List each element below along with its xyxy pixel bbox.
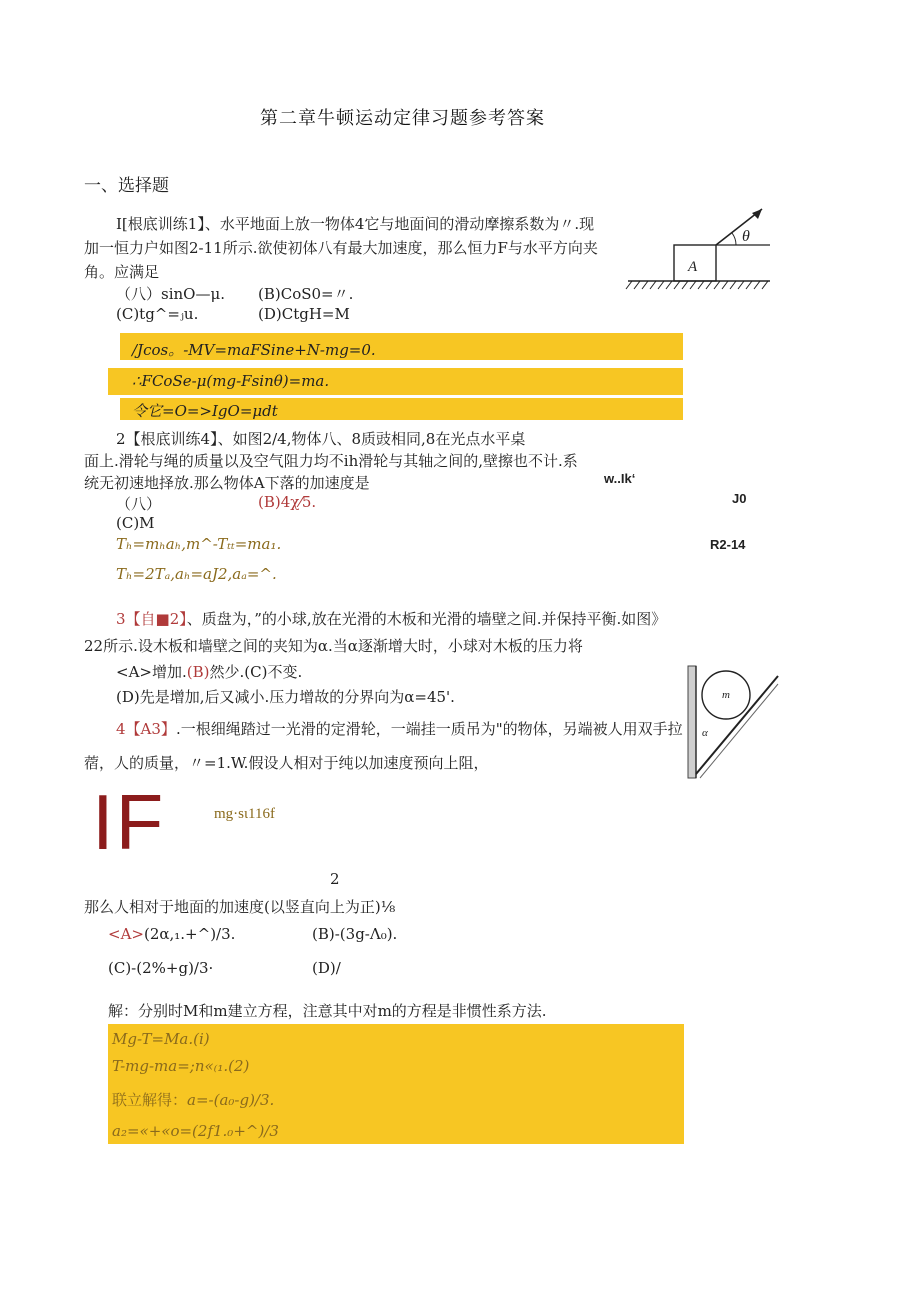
q2-option-c: (C)M (116, 514, 155, 532)
q4-option-a-letter: <A> (108, 925, 144, 943)
figure-incline-force (624, 203, 774, 295)
q2-side-label-2: J0 (732, 491, 747, 506)
fig3-mass-label: m (722, 689, 730, 701)
q4-line2: 蓿，人的质量，〃=1.W.假设人相对于纯以加速度预向上阻， (84, 754, 489, 772)
q1-answer-line1: /Jcos。-MV=maFSine+N-mg=0. (132, 341, 376, 359)
q4-answer-result: a=-(a₀-g)∕3. (187, 1091, 275, 1109)
fig3-alpha-label: α (702, 727, 708, 739)
q4-formula: mg·sι116f (214, 806, 275, 822)
q1-line3: 角。应满足 (84, 263, 160, 281)
q4-answer-line2: T-mg-ma=;n«₍₁.(2) (112, 1057, 250, 1075)
q4-option-a: (2α,₁.+^)/3. (143, 925, 236, 943)
q2-option-b: (B)4χ⁄5. (258, 493, 317, 511)
q3-option-c: (C)不变. (244, 663, 303, 681)
figure-ball-wall-board (686, 662, 780, 780)
q4-option-a-row (108, 925, 235, 943)
q4-option-d: (D)/ (312, 959, 341, 977)
section-heading: 一、选择题 (84, 176, 169, 196)
q3-option-b-letter: (B) (186, 663, 210, 681)
q4-line3: 那么人相对于地面的加速度(以竖直向上为正)⅛ (84, 898, 396, 916)
page-title: 第二章牛顿运动定律习题参考答案 (260, 108, 545, 129)
q4-option-c: (C)-(2%+g)∕3· (108, 959, 214, 977)
q4-answer-label: 联立解得： (112, 1091, 188, 1109)
q2-line3: 统无初速地择放.那么物体A下落的加速度是 (84, 474, 370, 492)
q3-line2: 22所示.设木板和墙壁之间的夹知为α.当α逐渐增大时，小球对木板的压力将 (84, 637, 583, 655)
q4-large-artifact: IF (92, 778, 166, 866)
q4-answer-line4: a₂=«+«o=(2f1.₀+^)∕3 (112, 1122, 279, 1140)
q1-option-d: (D)CtgH=M (258, 305, 350, 323)
q3-options-abc (116, 661, 302, 682)
q2-line1: 2【根底训练4】、如图2/4,物体八、8质豉相同,8在光点水平桌 (116, 430, 526, 448)
q1-line1: I[根底训练1】、水平地面上放一物体4它与地面间的滑动摩擦系数为〃.现 (116, 215, 595, 233)
q3-line1 (116, 608, 666, 629)
q1-answer-line2: ∴FCoSe-μ(mg-Fsinθ)=ma. (132, 372, 330, 390)
q4-number: 4 (116, 720, 126, 738)
q3-option-b-text: 然少. (209, 663, 245, 681)
q3-number: 3 (116, 610, 126, 628)
q4-option-b: (B)-(3g-Λ₀). (312, 925, 398, 943)
q2-line2: 面上.滑轮与绳的质量以及空气阻力均不ih滑轮与其轴之间的,壁擦也不计.系 (84, 452, 578, 470)
q1-line2: 加一恒力户如图2-11所示.欲使初体八有最大加速度，那么恒力F与水平方向夹 (84, 239, 598, 257)
q2-answer-line2: Tₕ=2Tₐ,aₕ=aJ2,aₐ=^. (116, 565, 277, 583)
q4-line1 (116, 718, 683, 739)
q1-option-b: (B)CoS0=〃. (258, 285, 354, 303)
q4-answer-line1: Mg-T=Ma.(i) (112, 1030, 210, 1048)
q2-answer-line1: Tₕ=mₕaₕ,m^-Tₜₜ=ma₁. (116, 535, 282, 553)
q3-option-d: (D)先是增加,后又减小.压力增故的分界向为α=45'. (116, 688, 455, 706)
q4-tag: 【A3】 (125, 720, 176, 738)
q4-text: .一根细绳踏过一光滑的定滑轮，一端挂一质吊为"的物体，另端被人用双手拉 (175, 720, 683, 738)
fig1-angle-label: θ (742, 228, 750, 245)
q2-option-a: （八） (116, 495, 162, 513)
q2-side-label-1: w..Ik‘ (604, 471, 636, 486)
q4-answer-line3 (112, 1089, 274, 1110)
q1-option-c: (C)tg^=ⱼu. (116, 305, 199, 323)
q4-solution-intro: 解：分别时M和m建立方程，注意其中对m的方程是非惯性系方法. (108, 1002, 547, 1020)
q3-option-a: <A>增加. (116, 663, 187, 681)
q4-number-2: 2 (330, 870, 340, 888)
q2-figure-label: R2-14 (710, 537, 746, 552)
q1-option-a: （八）sinO—μ. (116, 285, 225, 303)
q3-text: 、质盘为，”的小球,放在光滑的木板和光滑的墙壁之间.并保持平衡.如图》 (186, 610, 667, 628)
fig1-block-label: A (688, 259, 698, 275)
q3-tag: 【自■2】 (125, 610, 187, 628)
q1-answer-line3: 令它=O=>IgO=μdt (132, 402, 278, 420)
